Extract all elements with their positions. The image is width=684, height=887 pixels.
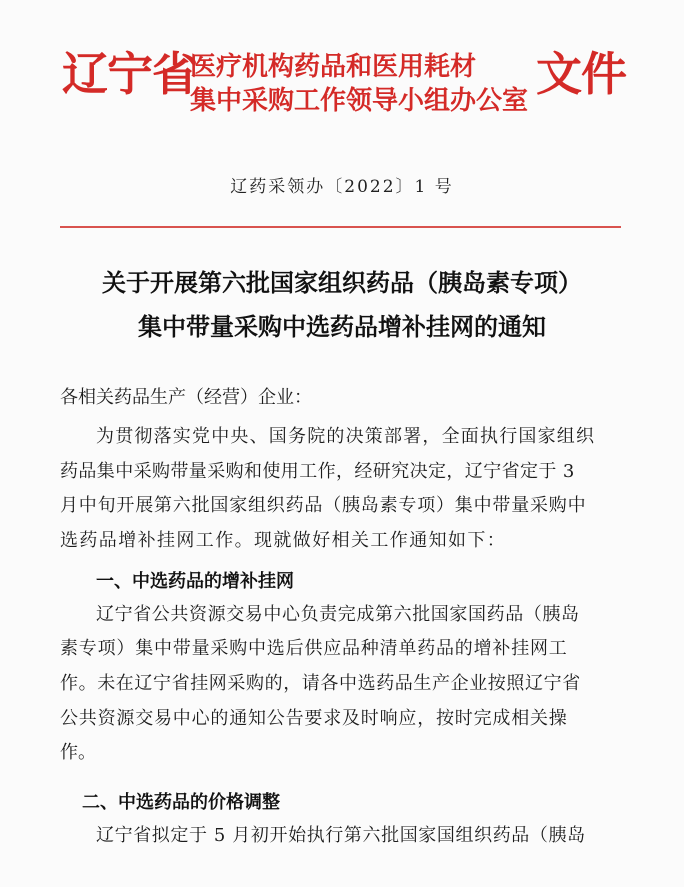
letterhead-province: 辽宁省 bbox=[62, 47, 197, 101]
body-line: 辽宁省公共资源交易中心负责完成第六批国家国药品（胰岛 bbox=[96, 604, 580, 625]
letterhead-office-line2: 集中采购工作领导小组办公室 bbox=[190, 86, 529, 116]
body-line: 月中旬开展第六批国家组织药品（胰岛素专项）集中带量采购中 bbox=[60, 495, 587, 516]
body-line: 选药品增补挂网工作。现就做好相关工作通知如下： bbox=[60, 530, 507, 551]
letterhead-office-line1: 医疗机构药品和医用耗材 bbox=[190, 52, 477, 82]
body-line: 素专项）集中带量采购中选后供应品种清单药品的增补挂网工 bbox=[60, 638, 568, 659]
salutation: 各相关药品生产（经营）企业： bbox=[60, 387, 312, 408]
document-number: 辽药采领办〔2022〕1 号 bbox=[230, 177, 454, 197]
body-line: 公共资源交易中心的通知公告要求及时响应，按时完成相关操 bbox=[60, 708, 568, 729]
body-line: 药品集中采购带量采购和使用工作，经研究决定，辽宁省定于 3 bbox=[60, 461, 575, 482]
letterhead-doc-type: 文件 bbox=[536, 47, 626, 101]
body-line: 作。未在辽宁省挂网采购的，请各中选药品生产企业按照辽宁省 bbox=[60, 673, 581, 694]
document-title-line1: 关于开展第六批国家组织药品（胰岛素专项） bbox=[102, 269, 582, 297]
body-line: 作。 bbox=[60, 742, 96, 763]
body-line: 辽宁省拟定于 5 月初开始执行第六批国家国组织药品（胰岛 bbox=[96, 825, 586, 846]
section-heading-1: 一、中选药品的增补挂网 bbox=[96, 571, 294, 592]
body-line: 为贯彻落实党中央、国务院的决策部署，全面执行国家组织 bbox=[96, 426, 596, 447]
document-title-line2: 集中带量采购中选药品增补挂网的通知 bbox=[138, 313, 546, 341]
red-divider bbox=[60, 226, 621, 228]
section-heading-2: 二、中选药品的价格调整 bbox=[82, 792, 280, 813]
